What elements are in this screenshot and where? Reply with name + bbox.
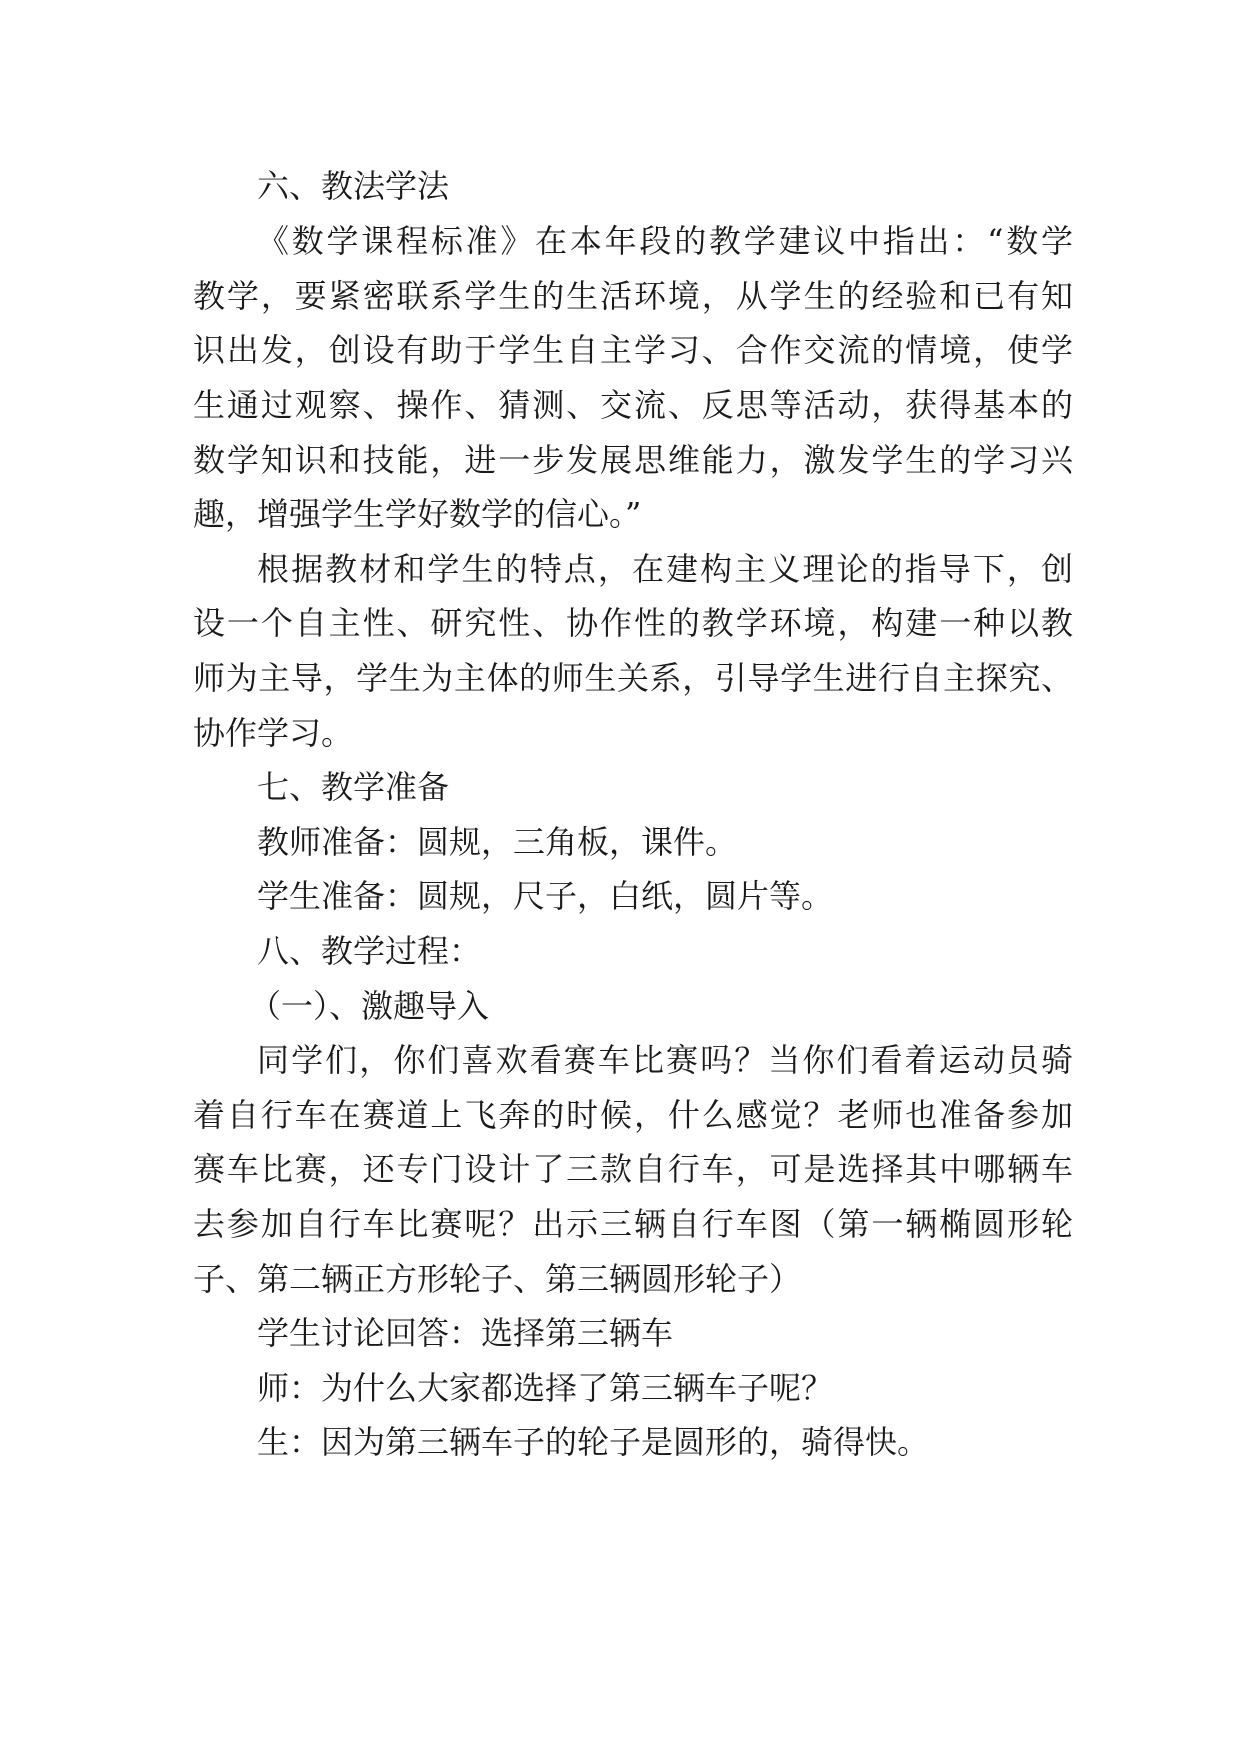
paragraph-line: 子、第二辆正方形轮子、第三辆圆形轮子） xyxy=(193,1260,802,1298)
paragraph-line: 师：为什么大家都选择了第三辆车子呢？ xyxy=(257,1369,834,1407)
paragraph-line: 根据教材和学生的特点，在建构主义理论的指导下，创 xyxy=(257,550,1073,588)
paragraph-line: 生通过观察、操作、猜测、交流、反思等活动，获得基本的 xyxy=(193,386,1073,424)
paragraph-line: 《数学课程标准》在本年段的教学建议中指出：“数学 xyxy=(257,222,1073,260)
paragraph-line: 趣，增强学生学好数学的信心。” xyxy=(193,495,642,533)
paragraph-line: 学生讨论回答：选择第三辆车 xyxy=(257,1314,674,1352)
paragraph-line: 赛车比赛，还专门设计了三款自行车，可是选择其中哪辆车 xyxy=(193,1150,1073,1188)
paragraph-line: 师为主导，学生为主体的师生关系，引导学生进行自主探究、 xyxy=(193,659,1073,697)
section-heading-7: 七、教学准备 xyxy=(257,768,450,806)
paragraph-line: 识出发，创设有助于学生自主学习、合作交流的情境，使学 xyxy=(193,331,1073,369)
section-heading-8: 八、教学过程： xyxy=(257,932,482,970)
paragraph-line: 学生准备：圆规，尺子，白纸，圆片等。 xyxy=(257,877,834,915)
paragraph-line: 着自行车在赛道上飞奔的时候，什么感觉？老师也准备参加 xyxy=(193,1096,1073,1134)
paragraph-line: 教学，要紧密联系学生的生活环境，从学生的经验和已有知 xyxy=(193,277,1073,315)
paragraph-line: 数学知识和技能，进一步发展思维能力，激发学生的学习兴 xyxy=(193,441,1073,479)
paragraph-line: 协作学习。 xyxy=(193,714,354,752)
paragraph-line: 同学们，你们喜欢看赛车比赛吗？当你们看着运动员骑 xyxy=(257,1041,1073,1079)
paragraph-line: 教师准备：圆规，三角板，课件。 xyxy=(257,823,738,861)
paragraph-line: 设一个自主性、研究性、协作性的教学环境，构建一种以教 xyxy=(193,604,1073,642)
section-heading-6: 六、教法学法 xyxy=(257,167,450,205)
paragraph-line: 去参加自行车比赛呢？出示三辆自行车图（第一辆椭圆形轮 xyxy=(193,1205,1073,1243)
subsection-heading: （一）、激趣导入 xyxy=(249,987,490,1025)
paragraph-line: 生：因为第三辆车子的轮子是圆形的，骑得快。 xyxy=(257,1423,930,1461)
